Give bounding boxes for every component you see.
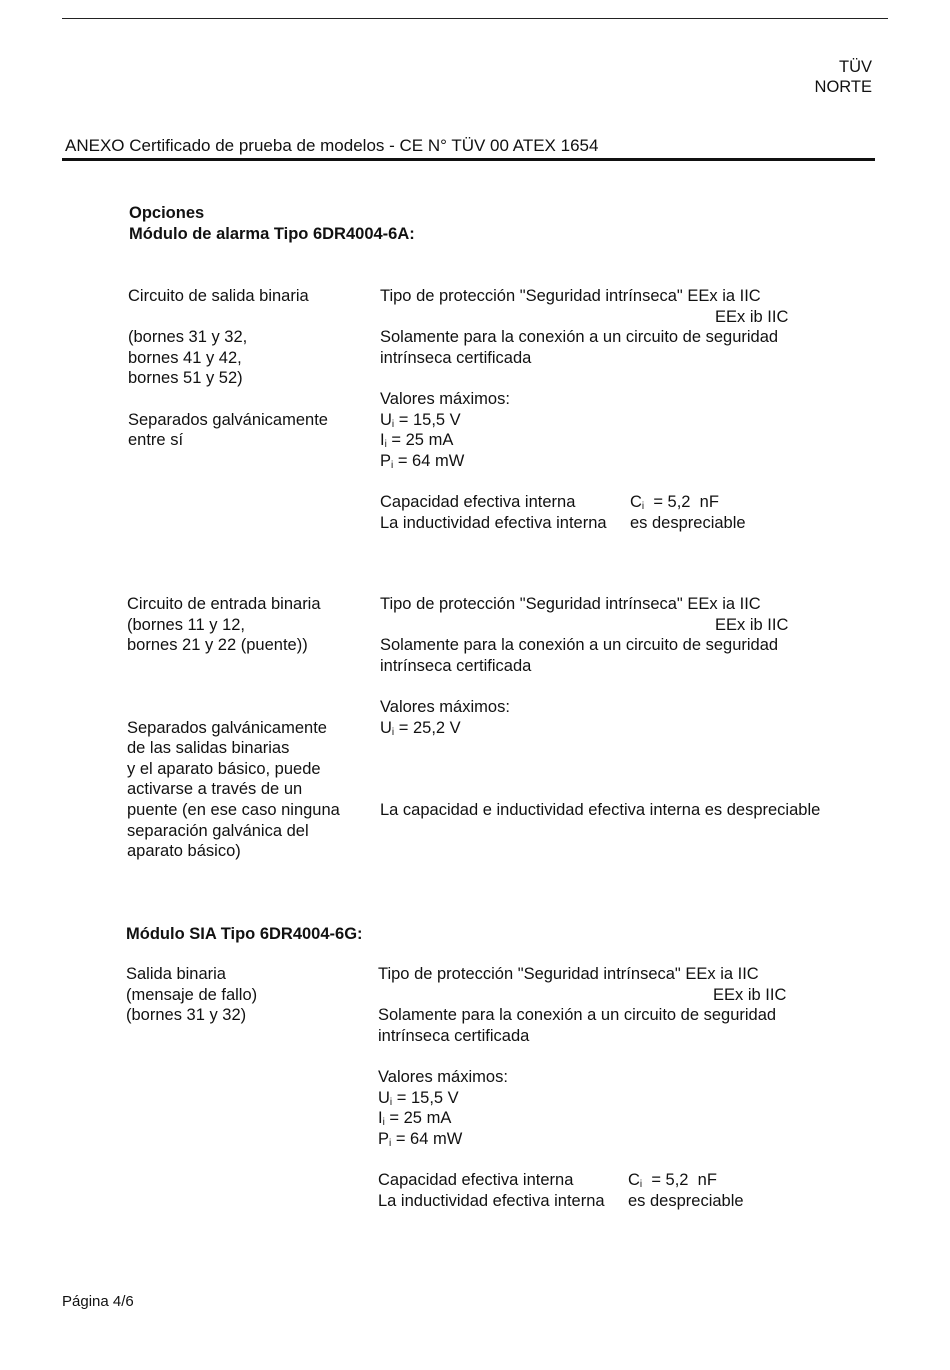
voltage-value: $U_i = 15,5$ V bbox=[380, 410, 461, 430]
separation-line: y el aparato básico, puede bbox=[127, 759, 321, 778]
protection-alt: EEx ib IIC bbox=[715, 307, 789, 326]
separation-line: separación galvánica del bbox=[127, 821, 309, 840]
certifier-name bbox=[815, 57, 872, 97]
binary-output-specs bbox=[378, 964, 786, 1211]
separation-line: aparato básico) bbox=[127, 842, 241, 861]
input-circuit-description bbox=[127, 594, 340, 862]
top-rule bbox=[62, 18, 888, 19]
certifier-line-1: TÜV bbox=[839, 58, 872, 76]
power-value: $P_i = 64$ mW bbox=[378, 1129, 463, 1149]
binary-output-line: Salida binaria bbox=[126, 965, 226, 983]
protection-type: Tipo de protección "Seguridad intrínseca" EEx ia IIC bbox=[380, 595, 761, 613]
alarm-module-heading: Módulo de alarma Tipo 6DR4004-6A: bbox=[129, 225, 415, 243]
max-values-label: Valores máximos: bbox=[378, 1067, 508, 1086]
separation-line: entre sí bbox=[128, 431, 184, 450]
inductivity-line: La inductividad efectiva interna es despreciable bbox=[378, 1191, 744, 1210]
separation-line: Separados galvánicamente bbox=[128, 410, 328, 429]
sia-module-heading: Módulo SIA Tipo 6DR4004-6G: bbox=[126, 925, 363, 943]
connection-line: Solamente para la conexión a un circuito de seguridad bbox=[380, 328, 779, 347]
connection-line: Solamente para la conexión a un circuito de seguridad bbox=[380, 636, 779, 655]
inductivity-line: La inductividad efectiva interna es despreciable bbox=[380, 513, 746, 532]
max-values-label: Valores máximos: bbox=[380, 389, 510, 408]
terminal-line: bornes 51 y 52) bbox=[128, 369, 243, 388]
certifier-line-2: NORTE bbox=[814, 78, 872, 96]
output-circuit-specs bbox=[380, 286, 788, 533]
binary-output-description bbox=[126, 964, 257, 1026]
separation-line: activarse a través de un bbox=[127, 780, 303, 799]
page-number: Página 4/6 bbox=[62, 1293, 134, 1310]
terminal-line: bornes 21 y 22 (puente)) bbox=[127, 636, 308, 655]
capacity-line: Capacidad efectiva interna $C_i = 5,2$ nF bbox=[380, 492, 719, 512]
separation-line: Separados galvánicamente bbox=[127, 718, 327, 737]
protection-type: Tipo de protección "Seguridad intrínseca" EEx ia IIC bbox=[380, 287, 761, 305]
input-circuit-title: Circuito de entrada binaria bbox=[127, 595, 321, 613]
current-value: $I_i = 25$ mA bbox=[378, 1109, 452, 1129]
voltage-value: $U_i = 15,5$ V bbox=[378, 1088, 459, 1108]
title-rule bbox=[62, 158, 875, 161]
voltage-value: $U_i = 25,2$ V bbox=[380, 718, 461, 738]
separation-line: puente (en ese caso ninguna bbox=[127, 800, 340, 819]
max-values-label: Valores máximos: bbox=[380, 697, 510, 716]
output-circuit-description bbox=[128, 286, 328, 451]
protection-alt: EEx ib IIC bbox=[713, 985, 787, 1004]
section-options-heading: Opciones bbox=[129, 204, 205, 222]
document-title: ANEXO Certificado de prueba de modelos - CE N° TÜV 00 ATEX 1654 bbox=[65, 136, 599, 155]
protection-alt: EEx ib IIC bbox=[715, 615, 789, 634]
connection-line: Solamente para la conexión a un circuito de seguridad bbox=[378, 1006, 777, 1025]
binary-output-line: (bornes 31 y 32) bbox=[126, 1006, 247, 1025]
protection-type: Tipo de protección "Seguridad intrínseca" EEx ia IIC bbox=[378, 965, 759, 983]
capacity-line: Capacidad efectiva interna $C_i = 5,2$ nF bbox=[378, 1170, 717, 1190]
separation-line: de las salidas binarias bbox=[127, 739, 290, 758]
connection-line: intrínseca certificada bbox=[380, 348, 532, 367]
terminal-line: bornes 41 y 42, bbox=[128, 348, 242, 367]
output-circuit-title: Circuito de salida binaria bbox=[128, 287, 309, 305]
connection-line: intrínseca certificada bbox=[380, 656, 532, 675]
negligible-note: La capacidad e inductividad efectiva interna es despreciable bbox=[380, 800, 821, 819]
input-circuit-specs bbox=[380, 594, 820, 821]
power-value: $P_i = 64$ mW bbox=[380, 451, 465, 471]
connection-line: intrínseca certificada bbox=[378, 1026, 530, 1045]
current-value: $I_i = 25$ mA bbox=[380, 431, 454, 451]
terminal-line: (bornes 11 y 12, bbox=[127, 615, 246, 634]
terminal-line: (bornes 31 y 32, bbox=[128, 328, 248, 347]
binary-output-line: (mensaje de fallo) bbox=[126, 985, 258, 1004]
